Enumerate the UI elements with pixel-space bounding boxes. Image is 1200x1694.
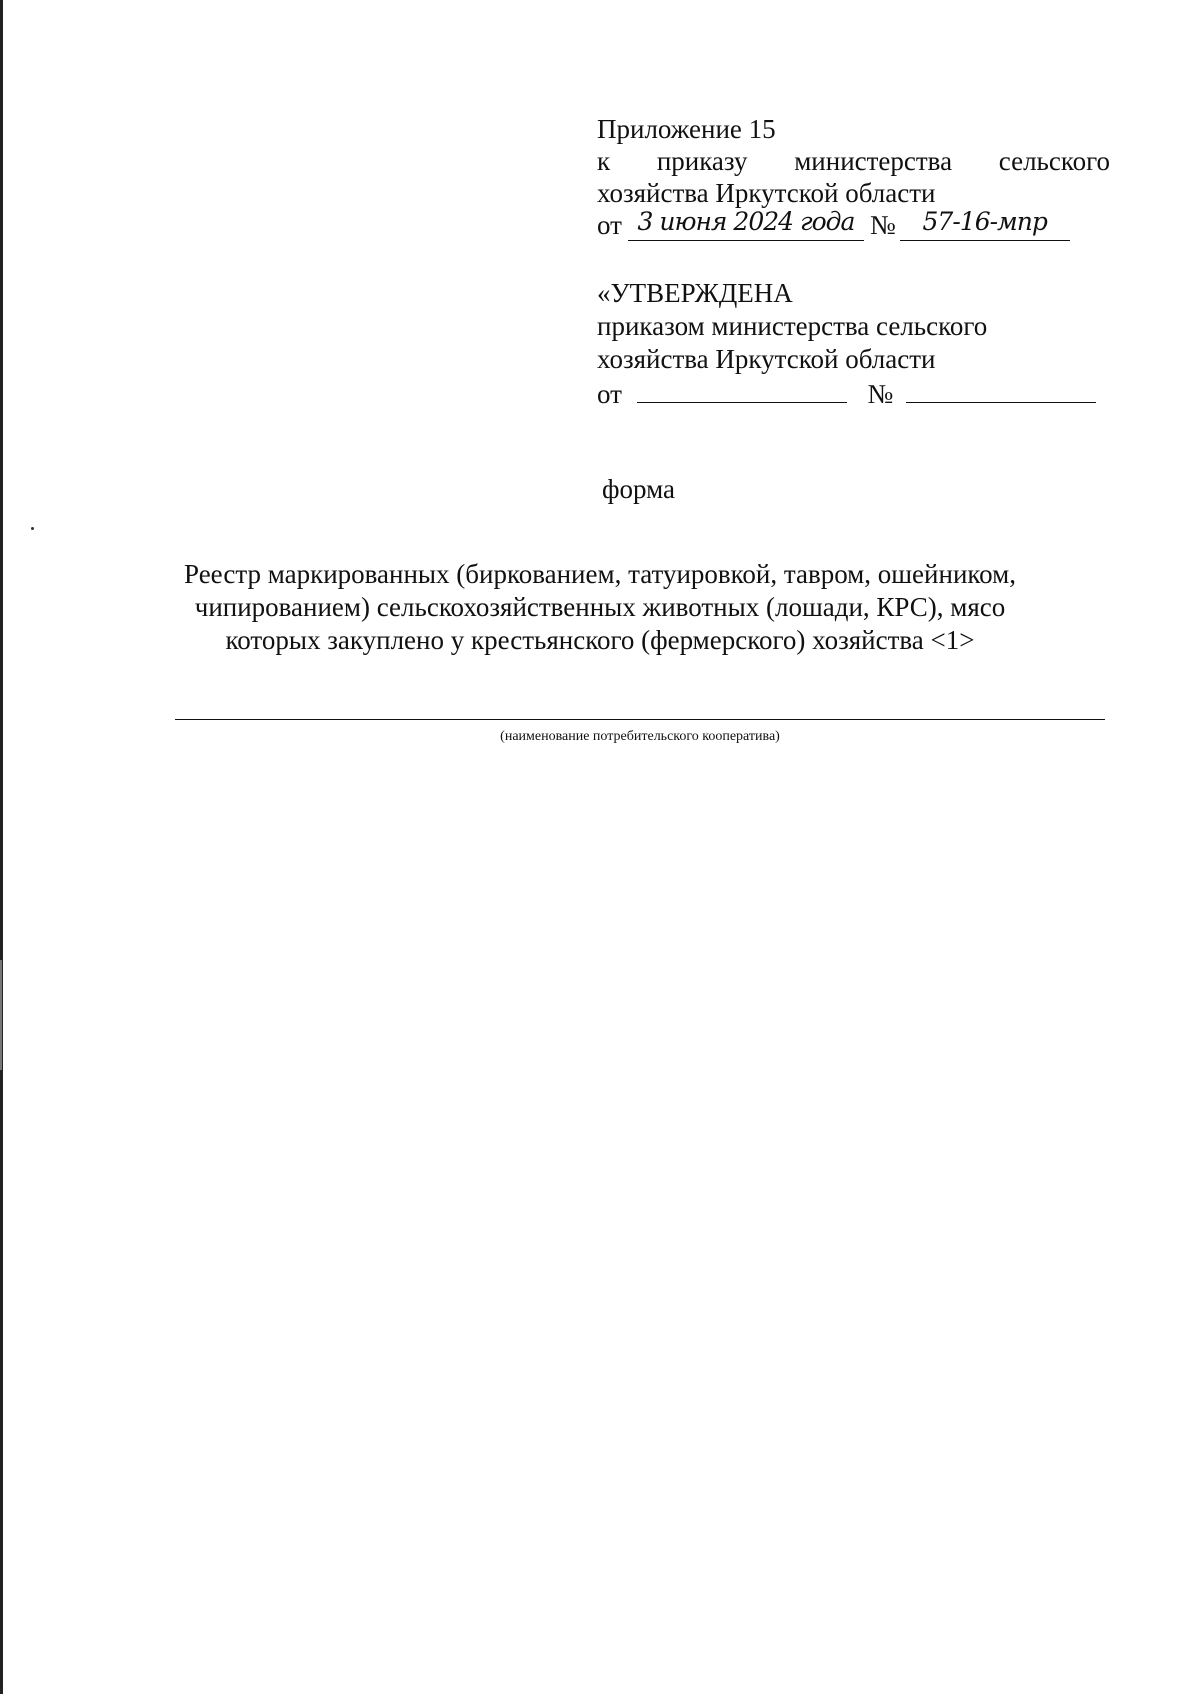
title-line-2: чипированием) сельскохозяйственных животных (лошади, КРС), мясо — [194, 592, 1006, 622]
document-title — [150, 558, 1050, 657]
number-field — [900, 207, 1070, 241]
appendix-word-4: сельского — [998, 146, 1110, 176]
form-label: форма — [602, 474, 675, 504]
approval-line-2: хозяйства Иркутской области — [597, 344, 936, 374]
scan-margin-mark — [0, 960, 2, 1070]
scan-speck — [31, 527, 34, 530]
approval-number-blank — [906, 376, 1096, 403]
appendix-title: Приложение 15 — [597, 114, 776, 144]
approval-number-sign: № — [867, 379, 894, 409]
appendix-word-2: приказу — [656, 146, 748, 176]
appendix-word-1: к — [597, 146, 611, 176]
approval-order-line — [597, 376, 1097, 411]
handwritten-number: 57-16-мпр — [922, 207, 1047, 236]
appendix-order-line — [597, 209, 1110, 241]
scan-left-edge — [0, 0, 3, 1694]
approval-date-blank — [637, 376, 847, 403]
cooperative-name-caption: (наименование потребительского кооператива) — [500, 729, 780, 744]
handwritten-date: 3 июня 2024 года — [637, 207, 855, 236]
title-line-1: Реестр маркированных (биркованием, татуировкой, тавром, ошейником, — [184, 559, 1016, 589]
date-prefix: от — [597, 210, 622, 240]
appendix-line-1 — [597, 145, 1110, 177]
appendix-block — [597, 113, 1110, 241]
approval-date-prefix: от — [597, 379, 622, 409]
appendix-line-2: хозяйства Иркутской области — [597, 178, 936, 208]
approval-heading: «УТВЕРЖДЕНА — [597, 278, 793, 308]
date-field — [628, 207, 864, 241]
title-line-3: которых закуплено у крестьянского (фермерского) хозяйства <1> — [225, 625, 975, 655]
approval-block — [597, 277, 1097, 411]
approval-line-1: приказом министерства сельского — [597, 311, 988, 341]
cooperative-name-line — [175, 719, 1105, 720]
appendix-word-3: министерства — [794, 146, 953, 176]
number-sign: № — [869, 210, 896, 240]
